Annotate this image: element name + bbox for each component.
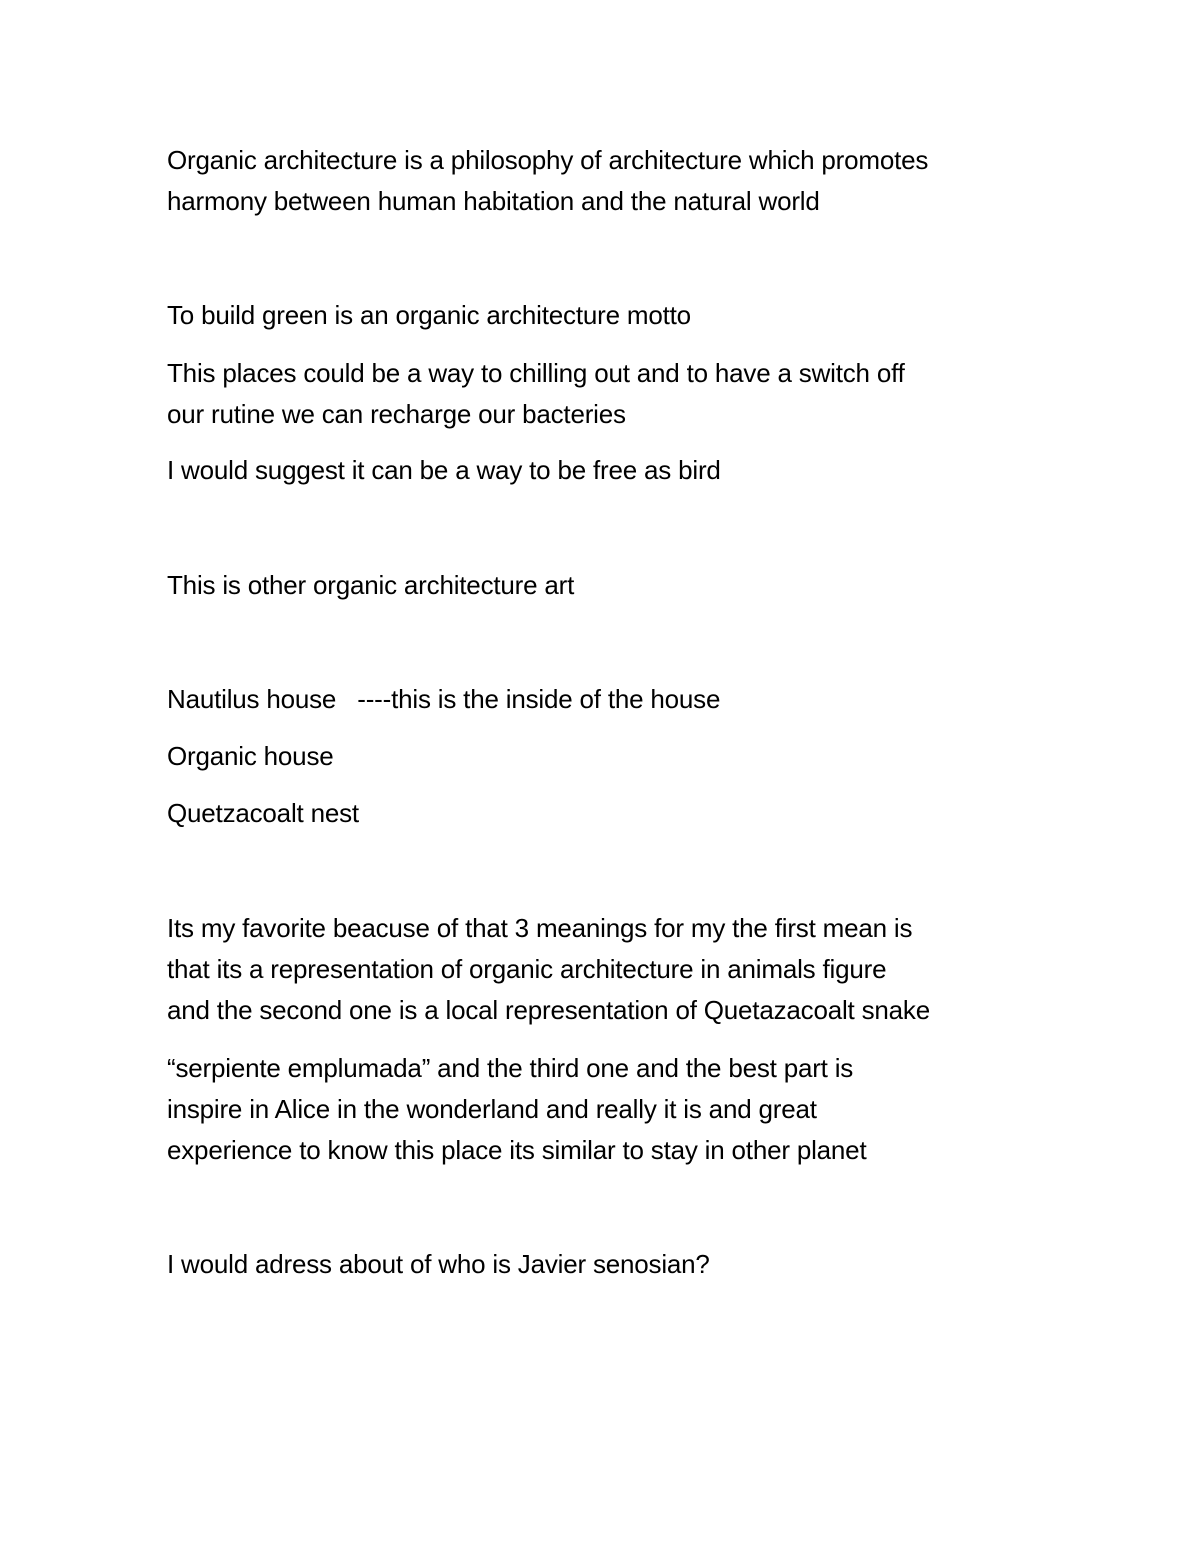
text-line: This places could be a way to chilling out and to have a switch off (167, 358, 905, 388)
text-line: that its a representation of organic architecture in animals figure (167, 954, 887, 984)
text-line: Organic house (167, 741, 334, 771)
text-line: Its my favorite beacuse of that 3 meanings for my the first mean is (167, 913, 913, 943)
text-line: our rutine we can recharge our bacteries (167, 399, 626, 429)
text-line: experience to know this place its similar to stay in other planet (167, 1135, 867, 1165)
text-line: I would adress about of who is Javier senosian? (167, 1249, 710, 1279)
text-line: inspire in Alice in the wonderland and really it is and great (167, 1094, 817, 1124)
text-line: I would suggest it can be a way to be free as bird (167, 455, 721, 485)
text-line: “serpiente emplumada” and the third one and the best part is (167, 1053, 854, 1083)
text-line: Quetzacoalt nest (167, 798, 359, 828)
text-line: harmony between human habitation and the natural world (167, 186, 820, 216)
text-line: To build green is an organic architecture motto (167, 300, 691, 330)
text-line: Organic architecture is a philosophy of architecture which promotes (167, 145, 929, 175)
text-line: and the second one is a local representation of Quetazacoalt snake (167, 995, 930, 1025)
text-line: This is other organic architecture art (167, 570, 575, 600)
text-line: Nautilus house ----this is the inside of the house (167, 684, 721, 714)
